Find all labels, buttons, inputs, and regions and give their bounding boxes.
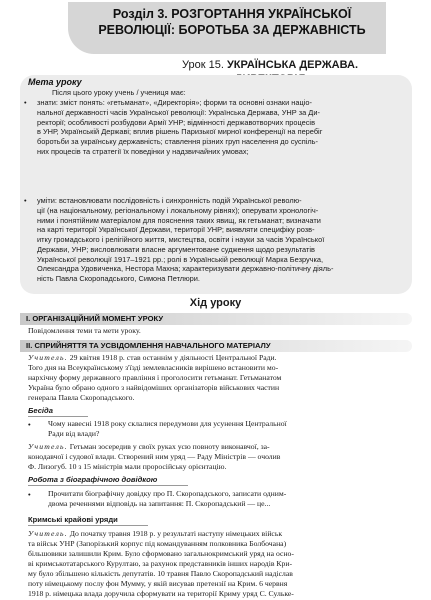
paragraph-line: му було збільшено кількість депутатів. 10 травня Павло Скоропадський надіслав [28,569,293,578]
crimea-underline [28,525,148,526]
chapter-title [82,6,382,38]
paragraph-line: ві кримськотатарського Курултаю, за рахунок представників інших народів Кри- [28,559,293,568]
goal-line: уміти: встановлювати послідовність і синхронність подій Української револю- [37,196,302,205]
question-1 [48,419,416,439]
paragraph-line: поту німецькому послу фон Мумму, у якій висував претензії на Крим. 6 червня [28,579,288,588]
lesson-goals-intro: Після цього уроку учень / учениця має: [52,88,186,97]
bio-work-underline [28,485,188,486]
lesson-number: Урок 15. [181,59,224,71]
teacher-paragraph-2 [28,442,416,472]
paragraph-line: 29 квітня 1918 р. став останнім у діяльності Центральної Ради. [69,353,277,362]
goal-knowledge [24,98,412,158]
conversation-label: Бесіда [28,406,53,415]
section-2-title: ІІ. СПРИЙНЯТТЯ ТА УСВІДОМЛЕННЯ НАВЧАЛЬНОГО МАТЕРІАЛУ [26,341,271,350]
lesson-goals-heading: Мета уроку [28,77,82,87]
task-1 [48,489,416,509]
bio-work-label: Робота з біографічною довідкою [28,475,158,484]
goal-line: в УНР, Українській Державі; вплив рішень Паризької мирної конференції на перебіг [37,127,323,137]
goal-line: ректорії; особливості розбудови Армії УНР; відмінності державотворчих процесів [37,117,315,127]
goal-line: них процесів та стратегії їх поведінки у надзвичайних умовах; [37,146,249,156]
paragraph-line: конодавчої і судової влади. Створений ним уряд — Раду Міністрів — очолив [28,452,281,461]
bullet-icon: • [24,196,27,205]
paragraph-line: більшовики залишили Крим. Було сформовано загальнокримський уряд на осно- [28,549,294,558]
chapter-title-line-2: РЕВОЛЮЦІЇ: БОРОТЬБА ЗА ДЕРЖАВНІСТЬ [98,23,366,37]
paragraph-line: нархічну форму державного правління і проголосити гетьманат. Гетьманатом [28,373,282,382]
goal-line: нальної державності часів Української революції: Українська Держава, УНР за Ди- [37,107,320,117]
crimea-label: Кримські крайові уряди [28,515,118,524]
goal-line: Держави, УНР; висловлювати власне аргументоване судження щодо результатів [37,244,315,254]
bullet-icon: • [24,98,27,107]
goal-line: знати: зміст понять: «гетьманат», «Директорія»; форми та основні ознаки націо- [37,98,312,107]
task-line: Прочитати біографічну довідку про П. Скоропадського, записати одним- [48,489,287,498]
speaker-label: Учитель. [28,529,68,538]
goal-line: на карті території Української Держави, території УНР; виявляти специфіку розв- [37,225,315,235]
task-line: двома реченнями відповідь на запитання: П. Скоропадський — це... [48,499,271,508]
goal-line: боротьби за українську державність; ставлення різних груп населення до суспіль- [37,137,318,146]
goal-line: Української революції 1917–1921 рр.; ролі в Українській революції Марка Безручка, [37,254,324,264]
question-bullet-icon: • [28,420,31,429]
paragraph-line: 1918 р. німецька влада доручила сформувати на території Криму уряд С. Сульке- [28,589,294,598]
paragraph-line: Україна було обрано одного з найвідоміших організаторів військових частин [28,383,280,392]
paragraph-line: генерала Павла Скоропадського. [28,393,135,402]
question-line: Ради від влади? [48,429,100,438]
goal-line: итку громадського і релігійного життя, мистецтва, освіти і науки за часів Української [37,235,325,244]
goal-line: ції (на національному, регіональному і локальному рівнях); оперувати хронологіч- [37,205,319,215]
goal-skills [24,196,412,286]
teacher-paragraph-3 [28,529,416,599]
conversation-underline [28,416,88,417]
speaker-label: Учитель. [28,442,68,451]
goal-line: Олександра Удовиченка, Нестора Махна; характеризувати державно-політичну діяль- [37,264,334,274]
paragraph-line: До початку травня 1918 р. у результаті наступу німецьких військ [69,529,283,538]
paragraph-line: Гетьман зосередив у своїх руках усю повноту виконавчої, за- [69,442,270,451]
task-bullet-icon: • [28,490,31,499]
goal-line: ність Павла Скоропадського, Симона Петлюри. [37,274,200,283]
goal-line: ними і понятійним матеріалом для пояснення таких явищ, як гетьманат; визначати [37,215,321,225]
question-line: Чому навесні 1918 року склалися передумови для усунення Центральної [48,419,287,428]
paragraph-line: та військ УНР (Запорізький корпус під командуванням полковника Болбочана) [28,539,287,548]
paragraph-line: Ф. Лизогуб. 10 з 15 міністрів мали проросійську орієнтацію. [28,462,227,471]
lesson-flow-title: Хід уроку [189,297,242,309]
lesson-name: УКРАЇНСЬКА ДЕРЖАВА. [226,59,358,71]
teacher-paragraph-1 [28,353,416,403]
section-1-text: Повідомлення теми та мети уроку. [28,326,141,335]
paragraph-line: Того дня на Всеукраїнському з'їзді землевласників вирішено встановити мо- [28,363,279,372]
speaker-label: Учитель. [28,353,68,362]
chapter-title-line-1: Розділ 3. РОЗГОРТАННЯ УКРАЇНСЬКОЇ [112,7,352,21]
section-1-title: І. ОРГАНІЗАЦІЙНИЙ МОМЕНТ УРОКУ [26,314,164,323]
